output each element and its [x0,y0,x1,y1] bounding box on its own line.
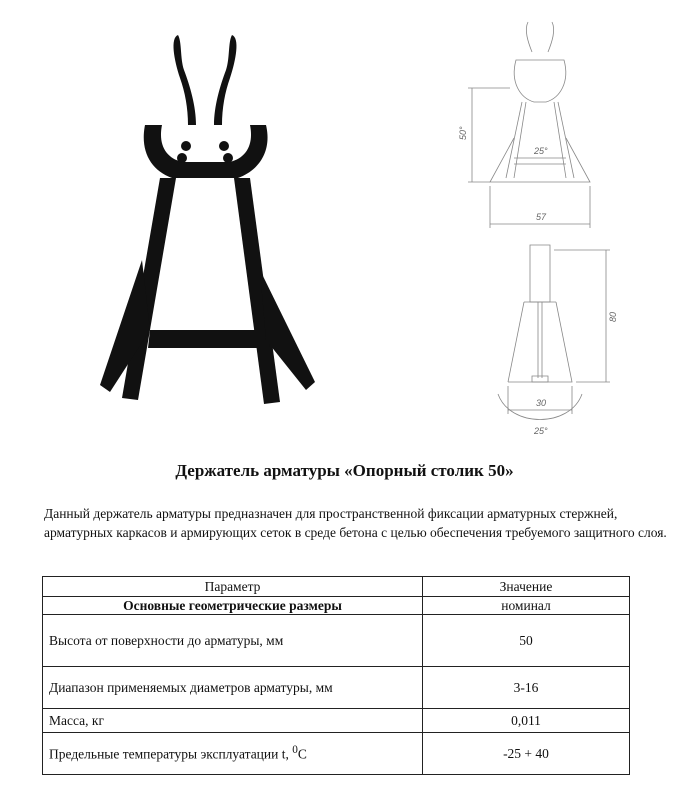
dim-width-side-label: 30 [536,398,547,408]
row-value: 0,011 [423,709,630,733]
dim-height-top-label: 50° [458,126,468,140]
table-section-row [43,597,630,615]
row-param: Масса, кг [43,709,423,733]
dim-angle-side-label: 25° [534,426,548,436]
dim-angle-top-label: 25° [534,146,548,156]
product-description: Данный держатель арматуры предназначен для пространственной фиксации арматурных стержней, арматурных каркасов и армирующих сеток в среде бетона с целью обеспечения требуемого защитного слоя. [44,506,667,540]
row-param-temp [43,733,423,775]
temp-param-sup: 0 [292,744,298,757]
header-value: Значение [423,577,630,597]
table-row [43,709,630,733]
temp-param-text: Предельные температуры эксплуатации t, [49,746,293,762]
dim-width-top-label: 57 [536,212,547,222]
technical-drawing [450,10,630,440]
row-value: 3-16 [423,667,630,709]
table-row [43,615,630,667]
row-param: Высота от поверхности до арматуры, мм [43,615,423,667]
temp-param-unit: C [297,746,307,762]
parameters-table [42,576,630,775]
table-header-row [43,577,630,597]
dim-height-side-label: 80 [608,311,618,322]
section-label: Основные геометрические размеры [43,597,423,615]
row-value: 50 [423,615,630,667]
table-row [43,667,630,709]
section-value: номинал [423,597,630,615]
row-param: Диапазон применяемых диаметров арматуры, мм [43,667,423,709]
page-title: Держатель арматуры «Опорный столик 50» [175,461,514,480]
row-value: -25 + 40 [423,733,630,775]
table-row [43,733,630,775]
product-photo [70,30,340,415]
header-param: Параметр [43,577,423,597]
